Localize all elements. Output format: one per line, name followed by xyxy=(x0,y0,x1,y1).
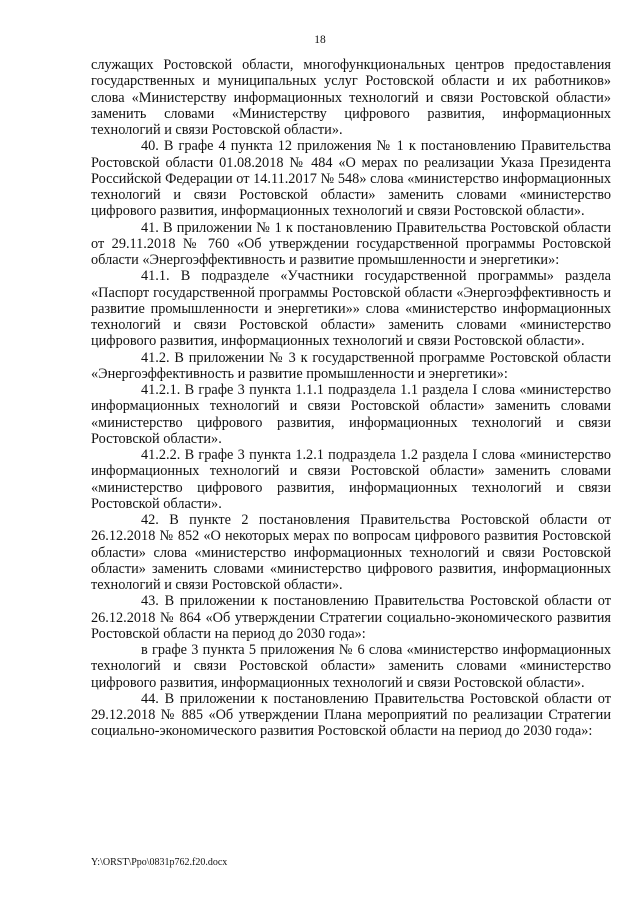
paragraph-41-1: 41.1. В подразделе «Участники государственной программы» раздела «Паспорт государственной программы Ростовской области «Энергоэффективность и развитие промышленности и энергетики»» слова «министерство информационных технологий и связи Ростовской области» заменить словами «министерство цифрового развития, информационных технологий и связи Ростовской области». xyxy=(91,268,611,350)
paragraph-44: 44. В приложении к постановлению Правительства Ростовской области от 29.12.2018 № 885 «Об утверждении Плана мероприятий по реализации Стратегии социально-экономического развития Ростовской области на период до 2030 года»: xyxy=(91,690,611,740)
paragraph-40: 40. В графе 4 пункта 12 приложения № 1 к постановлению Правительства Ростовской области 01.08.2018 № 484 «О мерах по реализации Указа Президента Российской Федерации от 14.11.2017 № 548» слова «министерство информационных технологий и связи Ростовской области» заменить словами «министерство цифрового развития, информационных технологий и связи Ростовской области». xyxy=(91,138,611,220)
paragraph-continuation: служащих Ростовской области, многофункциональных центров предоставления государственных и муниципальных услуг Ростовской области и их работников» слова «Министерству информационных технологий и связи Ростовской области» заменить словами «Министерству цифрового развития, информационных технологий и связи Ростовской области». xyxy=(91,57,611,138)
paragraph-41-2-2: 41.2.2. В графе 3 пункта 1.2.1 подраздела 1.2 раздела I слова «министерство информационных технологий и связи Ростовской области» заменить словами «министерство цифрового развития, информационных технологий и связи Ростовской области». xyxy=(91,447,611,512)
paragraph-41-2: 41.2. В приложении № 3 к государственной программе Ростовской области «Энергоэффективность и развитие промышленности и энергетики»: xyxy=(91,349,611,382)
paragraph-43-sub: в графе 3 пункта 5 приложения № 6 слова «министерство информационных технологий и связи Ростовской области» заменить словами «министерство цифрового развития, информационных технологий и связи Ростовской области». xyxy=(91,642,611,691)
paragraph-41: 41. В приложении № 1 к постановлению Правительства Ростовской области от 29.11.2018 № 760 «Об утверждении государственной программы Ростовской области «Энергоэффективность и развитие промышленности и энергетики»: xyxy=(91,219,611,268)
paragraph-42: 42. В пункте 2 постановления Правительства Ростовской области от 26.12.2018 № 852 «О некоторых мерах по вопросам цифрового развития Ростовской области» слова «министерство информационных технологий и связи Ростовской области» заменить словами «министерство цифрового развития, информационных технологий и связи Ростовской области». xyxy=(91,512,611,593)
footer-file-path: Y:\ORST\Ppo\0831p762.f20.docx xyxy=(91,857,228,868)
paragraph-43: 43. В приложении к постановлению Правительства Ростовской области от 26.12.2018 № 864 «Об утверждении Стратегии социально-экономического развития Ростовской области на период до 2030 года»: xyxy=(91,593,611,642)
paragraph-41-2-1: 41.2.1. В графе 3 пункта 1.1.1 подраздела 1.1 раздела I слова «министерство информационных технологий и связи Ростовской области» заменить словами «министерство цифрового развития, информационных технологий и связи Ростовской области». xyxy=(91,382,611,447)
document-body xyxy=(91,57,611,740)
page-number: 18 xyxy=(314,34,326,46)
